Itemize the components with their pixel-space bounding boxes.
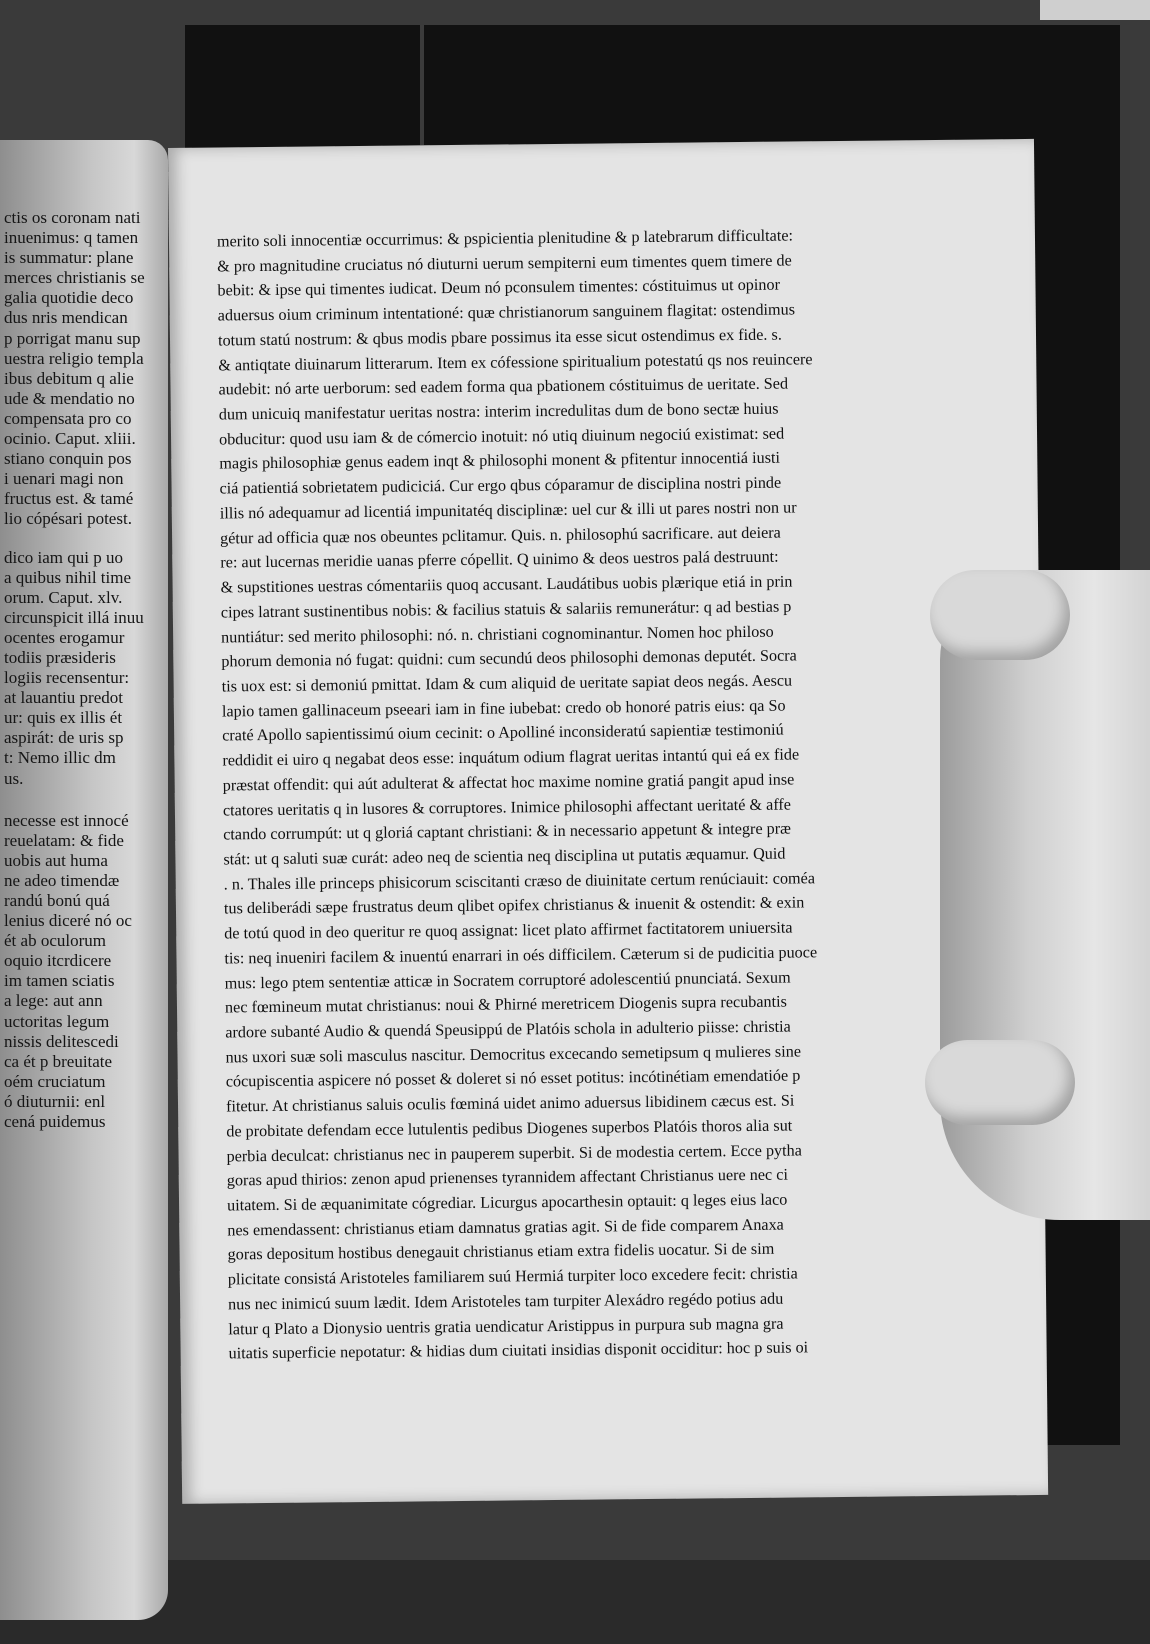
- text-line: cócupiscentia aspicere nó posset & doleret si nó esset potitus: incótinétiam emendatióe p: [225, 1066, 801, 1091]
- left-page-line: stiano conquin pos: [4, 449, 132, 469]
- left-page-line: at lauantiu predot: [4, 688, 123, 708]
- left-page-text: [4, 208, 164, 1132]
- left-page-line: lio cópésari potest.: [4, 509, 132, 529]
- text-line: plicitate consistá Aristoteles familiarem suú Hermiá turpiter loco excedere fecit: christia: [227, 1264, 798, 1289]
- left-page-line: todiis præsideris: [4, 647, 116, 667]
- page-text-block: [217, 222, 971, 1367]
- background-corner: [1040, 0, 1150, 20]
- text-line: uitatem. Si de æquanimitate cógrediar. Licurgus apocarthesin optauit: q leges eius laco: [226, 1190, 788, 1215]
- left-page-line: a lege: aut ann: [4, 991, 103, 1011]
- text-line: craté Apollo sapientissimú oium cecinit: o Apolliné inconsideratú sapientiæ testimoniú: [222, 720, 784, 745]
- text-line: phorum demonia nó fugat: quidni: cum secundú deos philosophi demonas deputét. Socra: [221, 646, 797, 671]
- left-page-line: cená puidemus: [4, 1112, 106, 1132]
- text-line: goras apud thirios: zenon apud prienenses tyrannidem affectant Christianus uere nec ci: [226, 1165, 789, 1190]
- left-page: [0, 140, 168, 1620]
- text-line: ctatores ueritatis q in lusores & corruptores. Inimice philosophi affectant ueritaté & affe: [222, 795, 792, 819]
- left-page-line: uctoritas legum: [4, 1011, 110, 1031]
- text-line: de totú quod in deo queritur re quoq assignat: licet plato affirmet factitatorem uniuersita: [224, 918, 793, 943]
- left-page-line: galia quotidie deco: [4, 288, 134, 308]
- text-line: dum unicuiq manifestatur ueritas nostra: interim incredulitas dum de bono sectæ huius: [218, 399, 779, 424]
- left-page-line: uestra religio templa: [4, 348, 144, 368]
- left-page-line: reuelatam: & fide: [4, 830, 124, 850]
- text-line: & supstitiones uestras cómentariis quoq accusant. Laudátibus uobis plærique etiá in prin: [220, 572, 793, 597]
- text-line: perbia deculcat: christianus nec in pauperem superbit. Si de modestia certem. Ecce pytha: [226, 1141, 802, 1166]
- table-surface: [0, 1560, 1150, 1644]
- text-line: . n. Thales ille princeps phisicorum sciscitanti cræso de diuinitate certum renúciauit: coméa: [223, 868, 816, 894]
- text-line: illis nó adequamur ad licentiá impunitatéq disciplinæ: uel cur & illi ut pares nostri non ur: [219, 498, 797, 523]
- text-line: nec fœmineum mutat christianus: noui & Phirné meretricem Diogenis supra recubantis: [224, 992, 788, 1017]
- text-line: ardore subanté Audio & quendá Speusippú de Platóis schola in adulterio piisse: christia: [225, 1017, 791, 1042]
- left-page-line: i uenari magi non: [4, 469, 124, 489]
- left-page-line: ude & mendatio no: [4, 388, 135, 408]
- left-page-line: t: Nemo illic dm: [4, 748, 116, 768]
- left-page-line: merces christianis se: [4, 268, 145, 288]
- text-line: fitetur. At christianus saluis oculis fœminá uidet animo aduersus libidinem cæcus est. Si: [225, 1091, 795, 1116]
- left-page-line: orum. Caput. xlv.: [4, 587, 123, 607]
- left-page-line: ó diuturnii: enl: [4, 1091, 106, 1111]
- text-line: lapio tamen gallinaceum pseeari iam in fine iubebat: credo ob honoré patris eius: qa So: [221, 696, 786, 721]
- left-page-line: ibus debitum q alie: [4, 368, 134, 388]
- left-page-line: logiis recensentur:: [4, 668, 130, 688]
- text-line: reddidit ei uiro q negabat deos esse: inquátum odium flagrat ueritas intantú qui eá ex fide: [222, 745, 800, 770]
- left-page-line: fructus est. & tamé: [4, 489, 134, 509]
- text-line: stát: ut q saluti suæ curát: adeo neq de scientia neq disciplina ut putatis æquamur. Quid: [223, 844, 786, 869]
- text-line: aduersus oium criminum intentationé: quæ christianorum sanguinem flagitat: ostendimus: [217, 300, 796, 325]
- text-line: nus uxori suæ soli masculus nascitur. Democritus excecando semetipsum q mulieres sine: [225, 1042, 802, 1067]
- left-page-line: oém cruciatum: [4, 1071, 106, 1091]
- left-page-line: dus nris mendican: [4, 308, 128, 328]
- text-line: tus deliberádi sæpe frustratus deum qlibet opifex christianus & inuenit & ostendit: & exin: [223, 893, 805, 918]
- text-line: nuntiátur: sed merito philosophi: nó. n. christiani cognominantur. Nomen hoc philoso: [221, 622, 774, 646]
- text-line: & antiqtate diuinarum litterarum. Item ex cófessione spiritualium potestatú qs nos reuincere: [218, 349, 813, 375]
- text-line: ctando corrumpút: ut q gloriá captant christiani: & in necessario appetunt & integre præ: [223, 819, 792, 844]
- left-page-line: ca ét p breuitate: [4, 1051, 113, 1071]
- text-line: totum statú nostrum: & qbus modis pbare possimus ita esse sicut ostendimus ex fide. s.: [217, 325, 782, 350]
- left-page-line: is summatur: plane: [4, 248, 134, 268]
- left-page-line: ét ab oculorum: [4, 931, 106, 951]
- left-page-line: dico iam qui p uo: [4, 547, 123, 567]
- left-page-line: aspirát: de uris sp: [4, 728, 124, 748]
- left-page-line: randú bonú quá: [4, 891, 110, 910]
- text-line: magis philosophiæ genus eadem inqt & philosophi monent & pfitentur innocentiá iusti: [219, 449, 781, 473]
- text-line: ciá patientiá sobrietatem pudiciciá. Cur ergo qbus cóparamur de disciplina nostri pinde: [219, 473, 782, 498]
- thumb-lower: [925, 1040, 1075, 1125]
- left-page-line: inuenimus: q tamen: [4, 228, 139, 248]
- text-line: nes emendassent: christianus etiam damnatus gratias agit. Si de fide comparem Anaxa: [227, 1215, 784, 1240]
- text-line: gétur ad officia quæ nos obeuntes pclitamur. Quis. n. philosophú sacrificare. aut deiera: [219, 523, 781, 548]
- text-line: latur q Plato a Dionysio uentris gratia uendicatur Aristippus in purpura sub magna gra: [228, 1314, 784, 1339]
- left-page-line: us.: [4, 768, 24, 788]
- left-page-line: ur: quis ex illis ét: [4, 708, 123, 728]
- cloth-fold: [420, 25, 424, 145]
- text-line: cipes latrant sustinentibus nobis: & facilius statuis & salariis remunerátur: q ad bestias p: [220, 597, 792, 622]
- left-page-line: p porrigat manu sup: [4, 328, 141, 348]
- text-line: tis uox est: si demoniú pmittat. Idam & cum aliquid de ueritate sapiat deos negás. Aescu: [221, 671, 793, 696]
- text-line: obducitur: quod usu iam & de cómercio inotuit: nó utiq diuinum negociú existimat: sed: [218, 424, 785, 449]
- right-page: [168, 139, 1048, 1504]
- text-line: & pro magnitudine cruciatus nó diuturni uerum sempiterni eum timentes quem timere de: [217, 251, 792, 276]
- left-page-line: a quibus nihil time: [4, 567, 132, 587]
- left-page-line: circunspicit illá inuu: [4, 607, 144, 627]
- left-page-line: ocentes erogamur: [4, 627, 125, 647]
- left-page-line: ctis os coronam nati: [4, 208, 141, 227]
- left-page-line: oquio itcrdicere: [4, 951, 112, 971]
- text-line: audebit: nó arte uerborum: sed eadem forma qua pbationem cóstituimus de ueritate. Sed: [218, 374, 789, 399]
- left-page-line: nissis delitescedi: [4, 1031, 119, 1051]
- text-line: de probitate defendam ecce lutulentis pedibus Diogenes superbos Platóis thoros alia sut: [226, 1116, 793, 1141]
- finger-upper: [930, 570, 1070, 660]
- text-line: goras depositum hostibus denegauit christianus etiam extra fidelis uocatur. Si de sim: [227, 1240, 775, 1264]
- left-page-line: lenius diceré nó oc: [4, 911, 132, 931]
- left-page-line: ne adeo timendæ: [4, 870, 120, 890]
- left-page-line: im tamen sciatis: [4, 971, 115, 991]
- left-page-line: ocinio. Caput. xliii.: [4, 429, 136, 449]
- left-page-line: necesse est innocé: [4, 810, 129, 830]
- text-line: mus: lego ptem sententiæ atticæ in Socratem corruptoré adolescentiú pnunciatá. Sexum: [224, 968, 791, 993]
- text-line: bebit: & ipse qui timentes iudicat. Deum nó pconsulem timentes: cóstituimus ut opinor: [217, 276, 781, 300]
- text-line: nus nec inimicú suum lædit. Idem Aristoteles tam turpiter Alexádro regédo potius adu: [228, 1289, 784, 1314]
- text-line: re: aut lucernas meridie uanas pferre cópellit. Q uinimo & deos uestros palá destruunt:: [220, 547, 779, 572]
- left-page-line: uobis aut huma: [4, 850, 108, 870]
- text-line: præstat offendit: qui aút adulterat & affectat hoc maxime nomine gratiá pangit apud inse: [222, 770, 795, 795]
- text-line: merito soli innocentiæ occurrimus: & pspicientia plenitudine & p latebrarum difficultate:: [216, 226, 794, 251]
- text-line: tis: neq inueniri facilem & inuentú enarrari in oés difficilem. Cæterum si de pudicitia puoce: [224, 943, 818, 968]
- text-line: uitatis superficie nepotatur: & hidias dum ciuitati insidias disponit occiditur: hoc p suis oi: [228, 1338, 809, 1363]
- left-page-line: compensata pro co: [4, 408, 132, 428]
